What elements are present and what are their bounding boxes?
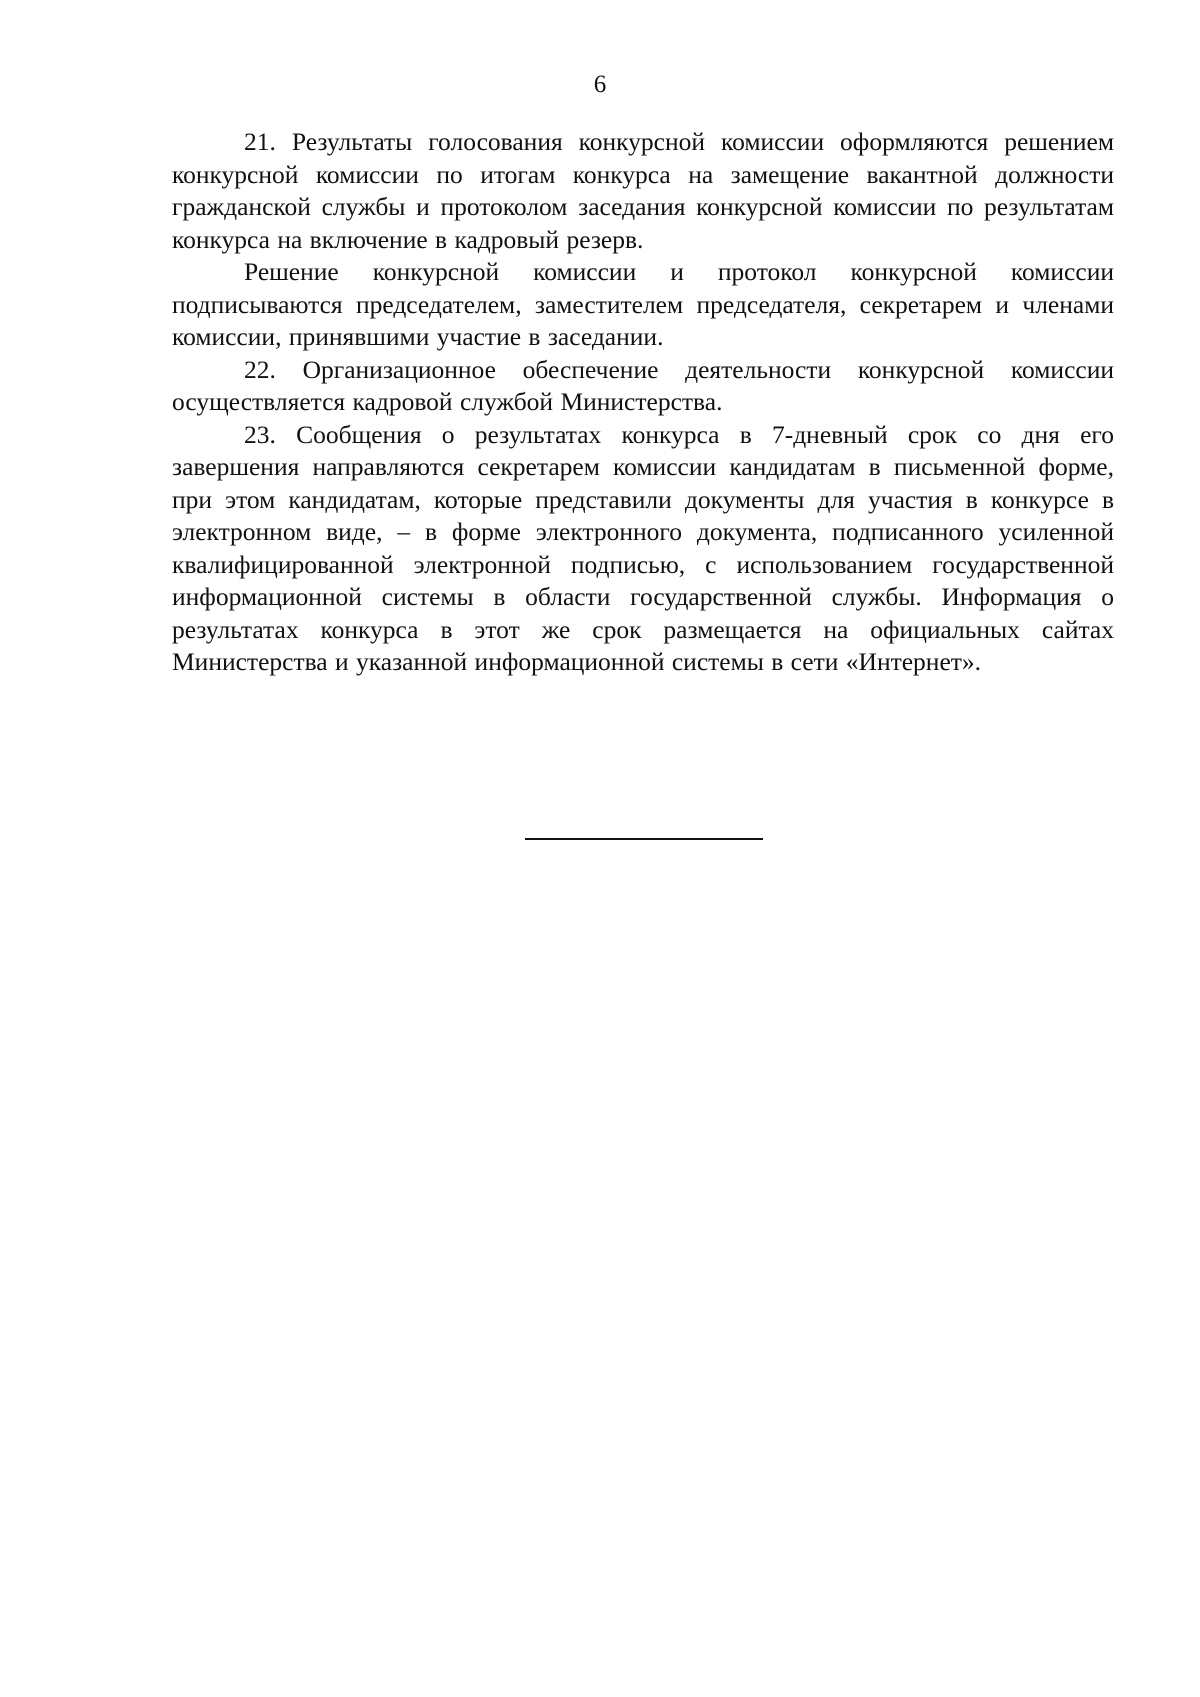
paragraph-decision-signing: Решение конкурсной комиссии и протокол конкурсной комиссии подписываются председателем, заместителем председателя, секретарем и членами комиссии, принявшими участие в заседании. (172, 257, 1114, 351)
paragraph-23: 23. Сообщения о результатах конкурса в 7-дневный срок со дня его завершения направляются секретарем комиссии кандидатам в письменной форме, при этом кандидатам, которые представили документы для участия в конкурсе в электронном виде, – в форме электронного документа, подписанного усиленной квалифицированной электронной подписью, с использованием государственной информационной системы в области государственной службы. Информация о результатах конкурса в этот же срок размещается на официальных сайтах Министерства и указанной информационной системы в сети «Интернет». (172, 419, 1114, 676)
paragraph-22: 22. Организационное обеспечение деятельности конкурсной комиссии осуществляется кадровой службой Министерства. (172, 354, 1114, 416)
page-number: 6 (593, 71, 607, 98)
document-end-rule (525, 838, 763, 840)
paragraph-21: 21. Результаты голосования конкурсной комиссии оформляются решением конкурсной комиссии по итогам конкурса на замещение вакантной должности гражданской службы и протоколом заседания конкурсной комиссии по результатам конкурса на включение в кадровый резерв. (172, 127, 1114, 254)
document-body (172, 126, 1114, 679)
